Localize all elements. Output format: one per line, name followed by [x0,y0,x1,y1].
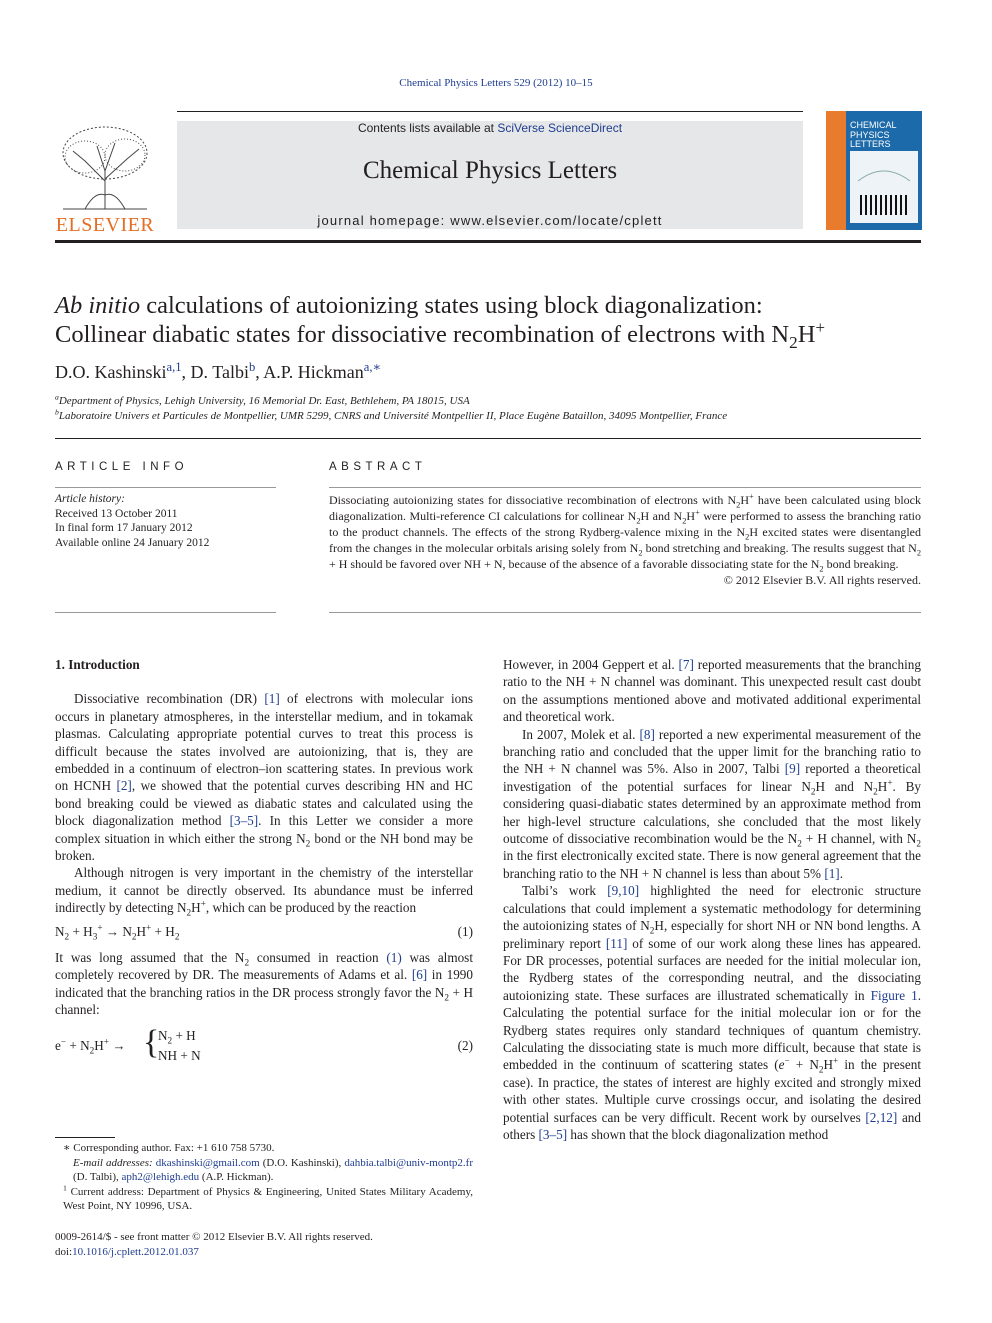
abstract-bottom-rule [329,612,921,613]
section-heading: 1. Introduction [55,657,140,672]
author-list: D.O. Kashinski$^{a,1}$, D. Talbi$^b$, A.P. Hickman$^{a,∗}$ [55,360,382,382]
affiliation-rule [55,438,921,439]
abstract-copyright: © 2012 Elsevier B.V. All rights reserved. [723,573,921,587]
elsevier-wordmark: ELSEVIER [55,214,155,236]
footnote-rule [55,1137,115,1138]
author-name[interactable]: D. Talbi [190,362,249,382]
article-title: Ab initio calculations of autoionizing states using block diagonalization: Collinear diabatic states for dissociative recombination of electrons with $N_2H^+$ [55,292,826,352]
affiliation-b: $^b$Laboratoire Univers et Particules de Montpellier, UMR 5299, CNRS and Université Montpellier II, Place Eugène Bataillon, 34095 Montpellier, France [55,407,728,422]
abstract-text: Dissociating autoionizing states for dissociative recombination of electrons with $N_2H^+$ have been calculated using block diagonalization. Multi-reference CI calculations for collinear $N_2H$ and $N_2H^+$ were performed to assess the branching ratio to the product channels. The effects of the strong Rydberg-valence mixing in the $N_2H$ excited states were disentangled from the changes in the molecular orbitals arising solely from $N_2$ bond stretching and breaking. The results suggest that $N_2 + H$ should be favored over NH + N, because of the absence of a favorable dissociating state for the $N_2$ bond breaking. © 2012 Elsevier B.V. All rights reserved. [329,492,922,587]
equation-number: (1) [457,923,473,939]
right-column: However, in 2004 Geppert et al. [7] reported measurements that the branching ratio to the NH + N channel was dominant. This unexpected result cast doubt on the assumptions mentioned above and motivated additional experimental and theoretical work. In 2007, Molek et al. [8] reported a new experimental measurement of the branching ratio and concluded that the upper limit for the branching ratio to the NH + N channel was 5%. Also in 2007, Talbi [9] reported a theoretical investigation of the potential surfaces for linear $N_2H$ and $N_2H^+$. By considering quasi-diabatic states determined by an approximate method from her high-level structure calculations, she concluded that the most likely outcome of dissociative recombination would be the $N_2 + H$ channel, with $N_2$ in the first electronically excited state. There is now general agreement that the branching ratio to the NH + N channel is less than about 5% [1]. Talbi’s work [9,10] highlighted the need for electronic structure calculations that could implement a systematic methodology for determining the autoionizing states of $N_2H$, especially for short NH or NN bond lengths. A preliminary report [11] of some of our work along these lines has appeared. For DR processes, potential surfaces are needed for the initial molecular ion, the Rydberg states of the corresponding neutral, and the dissociating autoionizing state. These surfaces are illustrated schematically in Figure 1. Calculating the potential surface for the initial molecular ion or for the Rydberg states requires only standard techniques of quantum chemistry. Calculating the dissociating state is much more difficult, because that state is embedded in the continuum of scattering states ($e^- + N_2H^+$ in the present case). In practice, the states of interest are highly excited and strongly mixed with other states. Multiple curve crossings occur, and isolating the desired potential surfaces can be very difficult. Recent work by ourselves [2,12] and others [3–5] has shown that the block diagonalization method [503,657,922,1142]
front-matter: 0009-2614/$ - see front matter © 2012 Elsevier B.V. All rights reserved. doi:10.1016/j.cplett.2012.01.037 [55,1231,373,1258]
affiliation-a: $^a$Department of Physics, Lehigh University, 16 Memorial Dr. East, Bethlehem, PA 18015, USA [55,392,470,407]
header-bottom-rule [55,240,921,243]
header-top-rule [177,111,803,112]
equation-2: $e^- + N_2H^+$ → { $N_2 + H$ NH + N (2) [55,1024,473,1064]
cover-title: CHEMICAL PHYSICS LETTERS [850,120,897,149]
equation-1: $N_2 + H_3^+ \to N_2H^+ + H_2$ (1) [55,922,473,942]
article-info-heading: ARTICLE INFO [55,461,189,473]
doi-link[interactable]: 10.1016/j.cplett.2012.01.037 [72,1245,199,1258]
left-column: 1. Introduction Dissociative recombination (DR) [1] of electrons with molecular ions occurs in planetary atmospheres, in the interstellar medium, and in tokamak plasmas. Calculating appropriate potential curves to treat this process is difficult because the states involved are autoionizing, that is, they are embedded in a continuum of electron–ion scattering states. In previous work on HCNH [2], we showed that the potential curves describing HN and HC bond breaking could be viewed as diabatic states and calculated using the block diagonalization method [3–5]. In this Letter we consider a more complex situation in which either the strong $N_2$ bond or the NH bond may be broken. Although nitrogen is very important in the chemistry of the interstellar medium, it cannot be directly observed. Its abundance must be inferred indirectly by detecting $N_2H^+$, which can be produced by the reaction $N_2 + H_3^+ \to N_2H^+ + H_2$ (1) It was long assumed that the $N_2$ consumed in reaction (1) was almost completely recovered by DR. The measurements of Adams et al. [6] in 1990 indicated that the branching ratios in the DR process strongly favor the $N_2 + H$ channel: $e^- + N_2H^+$ → { $N_2 + H$ NH + N (2) [55,656,473,1070]
email-link[interactable]: dkashinski@gmail.com [155,1156,260,1169]
elsevier-tree-icon [55,121,155,211]
footnotes: ∗ Corresponding author. Fax: +1 610 758 5730. E-mail addresses: dkashinski@gmail.com (D.O. Kashinski), dahbia.talbi@univ-montp2.fr (D. Talbi), aph2@lehigh.edu (A.P. Hickman). $^1$ Current address: Department of Physics & Engineering, United States Military Academy, West Point, NY 10996, USA. [63,1142,473,1212]
article-info-bottom-rule [55,612,276,613]
journal-homepage[interactable]: journal homepage: www.elsevier.com/locate/cplett [317,213,663,228]
equation-number: (2) [457,1038,473,1054]
contents-line: Contents lists available at SciVerse ScienceDirect [357,121,623,135]
email-link[interactable]: aph2@lehigh.edu [121,1171,200,1183]
article-info-rule [55,487,276,488]
sciencedirect-link[interactable]: SciVerse ScienceDirect [497,121,623,135]
article-history: Article history: Received 13 October 2011 In final form 17 January 2012 Available online 24 January 2012 [55,493,210,549]
journal-banner [177,121,803,229]
author-name[interactable]: A.P. Hickman [263,362,364,382]
email-link[interactable]: dahbia.talbi@univ-montp2.fr [344,1156,473,1169]
author-name[interactable]: D.O. Kashinski [55,362,167,382]
journal-citation[interactable]: Chemical Physics Letters 529 (2012) 10–15 [399,77,593,89]
journal-cover [826,111,922,230]
cover-graphic-icon [850,151,918,223]
elsevier-logo [55,121,155,236]
abstract-heading: ABSTRACT [329,461,427,473]
journal-title: Chemical Physics Letters [362,157,618,184]
abstract-rule [329,487,921,488]
